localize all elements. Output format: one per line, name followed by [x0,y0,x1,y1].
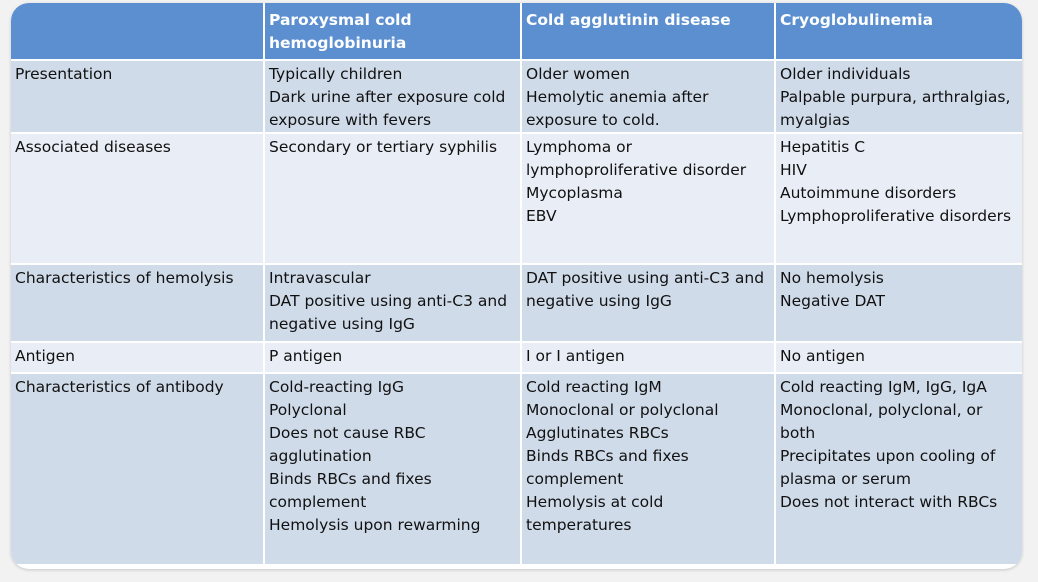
cell-text-line: Mycoplasma [526,184,623,202]
header-cell-cryo [774,3,1022,59]
row-label: Associated diseases [15,138,171,156]
cell-text-line: No hemolysis [780,269,884,287]
cell-text-line: Typically children [269,65,403,83]
table-cell [774,132,1022,263]
cell-text-line: negative using IgG [526,292,672,310]
cell-text-line: Binds RBCs and fixes [269,470,432,488]
cell-text-line: Does not cause RBC [269,424,426,442]
table-cell [520,132,774,263]
cell-text-line: Cold-reacting IgG [269,378,405,396]
table-row [11,263,1022,341]
cell-text-line: Dark urine after exposure cold [269,88,506,106]
table-cell [263,263,520,341]
row-label: Characteristics of antibody [15,378,224,396]
cell-text-line: Older individuals [780,65,911,83]
cell-text-line: Negative DAT [780,292,886,310]
table-cell [774,341,1022,372]
cell-text-line: Polyclonal [269,401,347,419]
cell-text-line: HIV [780,161,807,179]
cell-text-line: I or I antigen [526,347,625,365]
table-cell [520,341,774,372]
cell-text-line: Palpable purpura, arthralgias, [780,88,1011,106]
comparison-table [11,3,1022,564]
table-cell [520,372,774,564]
table-cell [263,59,520,132]
cell-text-line: Intravascular [269,269,371,287]
cell-text-line: lymphoproliferative disorder [526,161,747,179]
table-cell [520,263,774,341]
cell-text-line: Autoimmune disorders [780,184,957,202]
cell-text-line: temperatures [526,516,632,534]
cell-text-line: negative using IgG [269,315,415,333]
header-row [11,3,1022,59]
cell-text-line: Cold reacting IgM, IgG, IgA [780,378,987,396]
table-cell [263,372,520,564]
cell-text-line: complement [269,493,367,511]
cell-text-line: myalgias [780,111,850,129]
cell-text-line: Precipitates upon cooling of [780,447,996,465]
row-label-cell [11,372,263,564]
row-label: Presentation [15,65,113,83]
cell-text-line: Agglutinates RBCs [526,424,669,442]
row-label-cell [11,132,263,263]
table-cell [263,132,520,263]
cell-text-line: Binds RBCs and fixes [526,447,689,465]
header-label: Paroxysmal cold hemoglobinuria [269,11,412,52]
cell-text-line: Lymphoma or [526,138,633,156]
table-cell [774,372,1022,564]
table-row [11,59,1022,132]
cell-text-line: Hemolytic anemia after [526,88,709,106]
table-row [11,372,1022,564]
cell-text-line: plasma or serum [780,470,911,488]
header-label: Cryoglobulinemia [780,11,934,29]
table-cell [520,59,774,132]
cell-text-line: exposure to cold. [526,111,660,129]
cell-text-line: Hemolysis at cold [526,493,664,511]
cell-text-line: No antigen [780,347,865,365]
cell-text-line: agglutination [269,447,372,465]
table-row [11,132,1022,263]
cell-text-line: both [780,424,816,442]
cell-text-line: Monoclonal, polyclonal, or [780,401,983,419]
row-label-cell [11,263,263,341]
row-label-cell [11,59,263,132]
cell-text-line: Does not interact with RBCs [780,493,998,511]
header-cell-cad [520,3,774,59]
cell-text-line: DAT positive using anti-C3 and [269,292,508,310]
table-cell [774,59,1022,132]
row-label: Characteristics of hemolysis [15,269,234,287]
header-label: Cold agglutinin disease [526,11,731,29]
cell-text-line: Secondary or tertiary syphilis [269,138,498,156]
table-cell [774,263,1022,341]
cell-text-line: Lymphoproliferative disorders [780,207,1012,225]
table-row [11,341,1022,372]
cell-text-line: complement [526,470,624,488]
header-cell-empty [11,3,263,59]
cell-text-line: DAT positive using anti-C3 and [526,269,765,287]
cell-text-line: Hepatitis C [780,138,866,156]
cell-text-line: Cold reacting IgM [526,378,662,396]
cell-text-line: EBV [526,207,557,225]
comparison-table-container [11,3,1022,569]
cell-text-line: P antigen [269,347,343,365]
table-cell [263,341,520,372]
row-label-cell [11,341,263,372]
cell-text-line: exposure with fevers [269,111,432,129]
cell-text-line: Hemolysis upon rewarming [269,516,481,534]
row-label: Antigen [15,347,76,365]
header-cell-pch [263,3,520,59]
cell-text-line: Older women [526,65,630,83]
cell-text-line: Monoclonal or polyclonal [526,401,719,419]
